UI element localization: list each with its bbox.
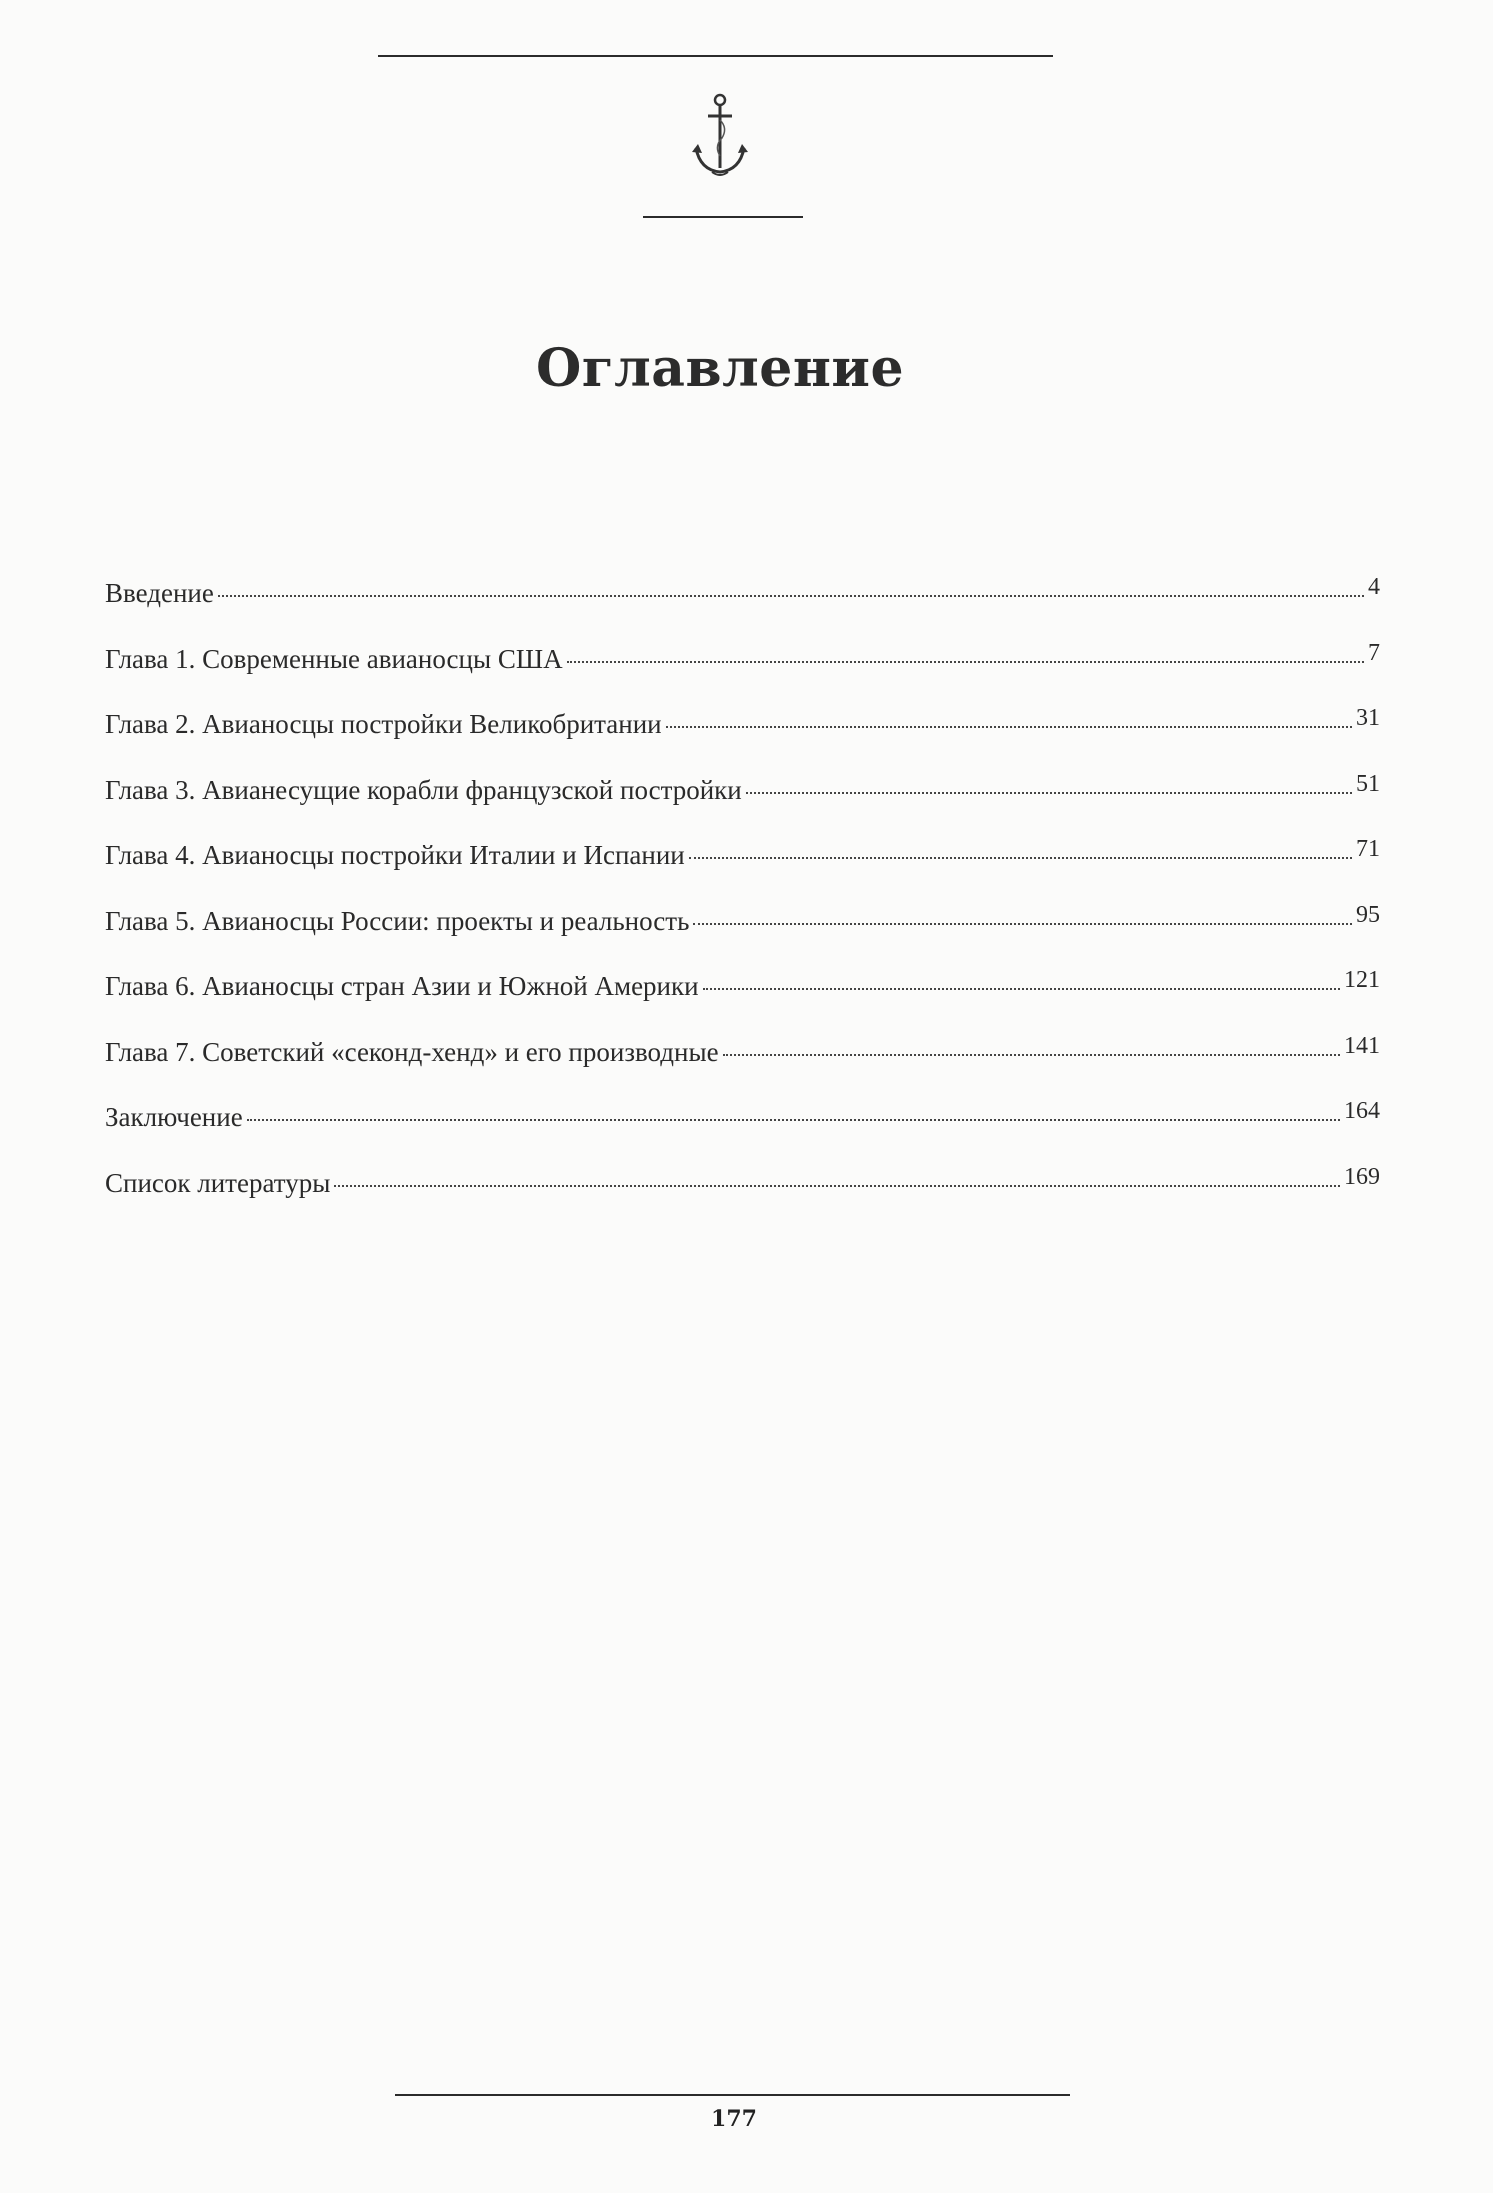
toc-entry-label: Глава 3. Авианесущие корабли французской постройки <box>105 774 742 805</box>
toc-entry-page: 4 <box>1368 574 1380 600</box>
toc-entry <box>105 1032 1380 1103</box>
page-number: 177 <box>711 2106 757 2132</box>
toc-entry-page: 51 <box>1356 770 1380 797</box>
toc-entry-page: 141 <box>1344 1032 1380 1059</box>
toc-entry <box>105 705 1380 775</box>
page-title: Оглавление <box>535 338 905 399</box>
toc-entry-label: Глава 2. Авианосцы постройки Великобритании <box>105 709 662 739</box>
toc-entry-label: Глава 4. Авианосцы постройки Италии и Испании <box>105 840 685 870</box>
top-rule <box>378 55 1053 57</box>
toc-entry <box>105 574 1380 644</box>
toc-dot-leader <box>247 1119 1340 1121</box>
toc-dot-leader <box>746 792 1352 794</box>
toc-dot-leader <box>723 1054 1340 1056</box>
footer-rule <box>395 2094 1070 2096</box>
toc-entry <box>105 770 1380 841</box>
toc-entry-page: 71 <box>1356 836 1380 862</box>
toc-entry-label: Глава 5. Авианосцы России: проекты и реальность <box>105 905 690 936</box>
toc-dot-leader <box>689 857 1352 859</box>
toc-entry <box>105 1098 1380 1168</box>
toc-entry-label: Введение <box>105 578 214 608</box>
toc-entry <box>105 1163 1380 1234</box>
toc-dot-leader <box>218 595 1364 597</box>
table-of-contents <box>105 574 1380 1233</box>
toc-dot-leader <box>703 988 1340 990</box>
ornament-rule <box>643 216 803 218</box>
toc-entry-label: Глава 7. Советский «секонд-хенд» и его производные <box>105 1036 719 1067</box>
toc-entry-page: 169 <box>1344 1163 1380 1190</box>
toc-entry <box>105 639 1380 710</box>
toc-entry-page: 31 <box>1356 705 1380 731</box>
toc-dot-leader <box>334 1185 1340 1187</box>
anchor-icon <box>690 90 750 180</box>
toc-entry-label: Глава 6. Авианосцы стран Азии и Южной Америки <box>105 971 699 1001</box>
toc-entry-page: 164 <box>1344 1098 1380 1124</box>
toc-entry <box>105 836 1380 906</box>
toc-dot-leader <box>693 923 1352 925</box>
toc-entry <box>105 901 1380 972</box>
toc-entry-label: Заключение <box>105 1102 243 1132</box>
toc-dot-leader <box>666 726 1352 728</box>
toc-entry-label: Список литературы <box>105 1167 331 1198</box>
toc-entry-label: Глава 1. Современные авианосцы США <box>105 643 563 674</box>
toc-entry-page: 121 <box>1344 967 1380 993</box>
toc-dot-leader <box>567 661 1364 663</box>
toc-entry-page: 7 <box>1368 639 1380 666</box>
toc-entry <box>105 967 1380 1037</box>
toc-entry-page: 95 <box>1356 901 1380 928</box>
